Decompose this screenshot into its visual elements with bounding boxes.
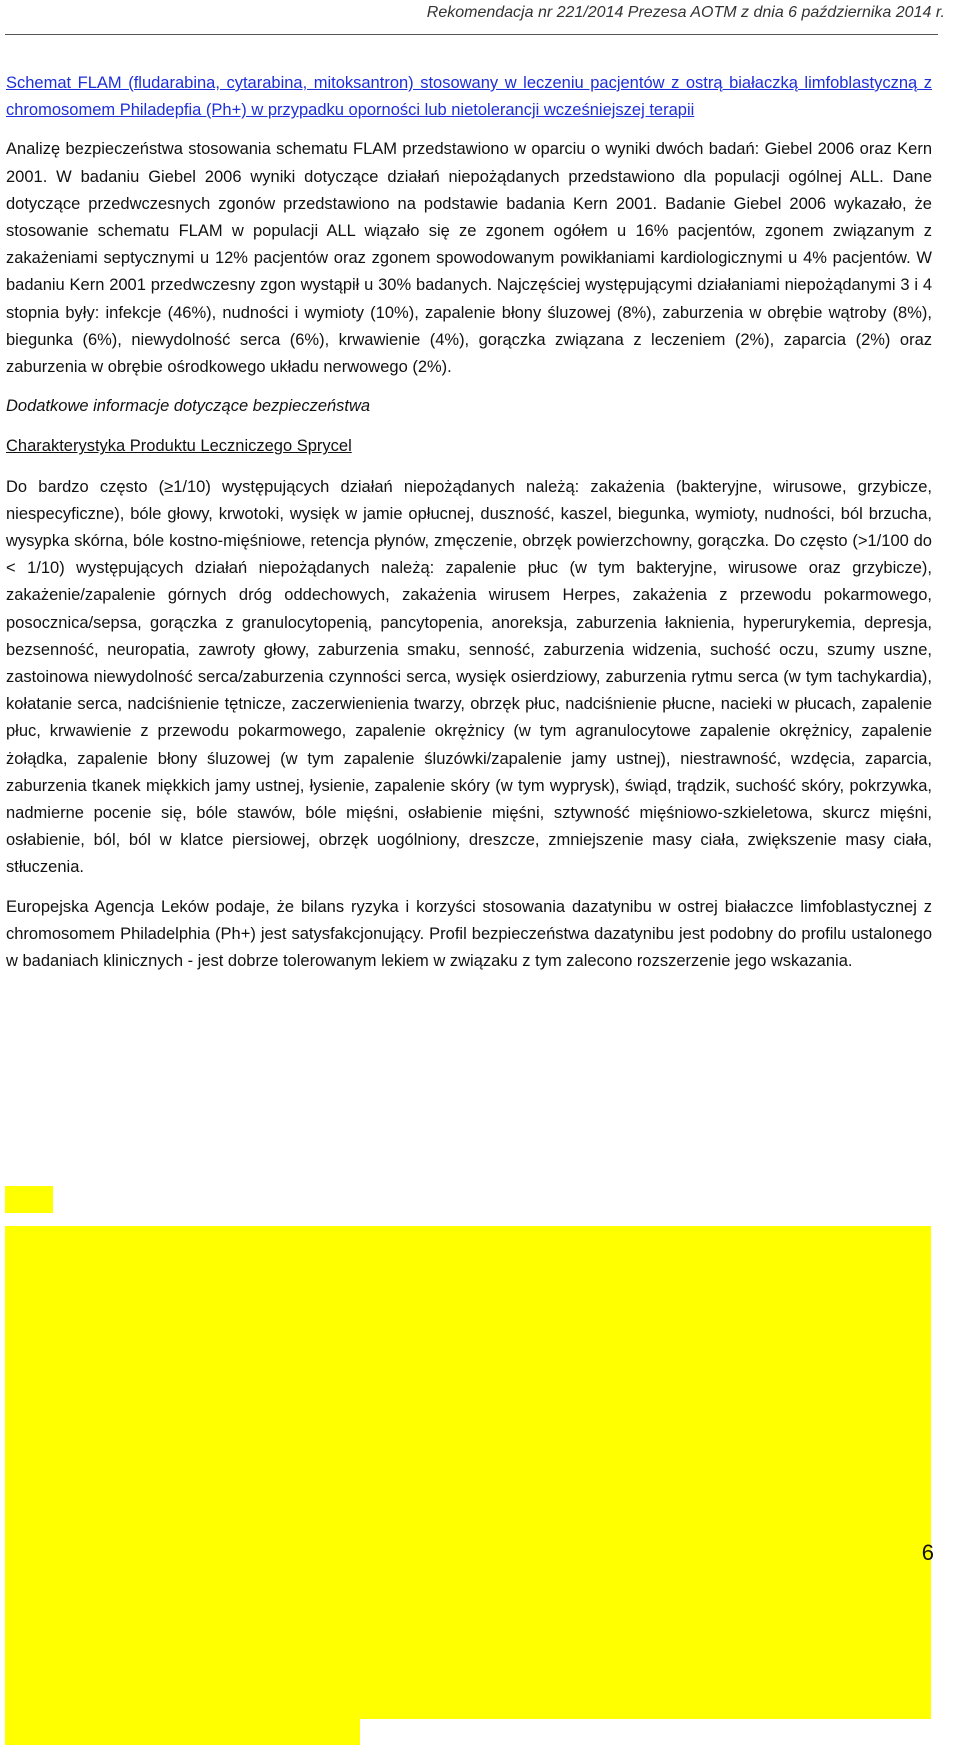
ema-paragraph: Europejska Agencja Leków podaje, że bilans ryzyka i korzyści stosowania dazatynibu w ostrej białaczce limfoblastycznej z chromosomem Philadelphia (Ph+) jest satysfakcjonujący. Profil bezpieczeństwa dazatynibu jest podobny do profilu ustalonego w badaniach klinicznych - jest dobrze tolerowanym lekiem w związaku z tym zalecono rozszerzenie jego wskazania. — [6, 897, 932, 971]
spc-heading: Charakterystyka Produktu Leczniczego Sprycel — [6, 437, 352, 456]
flam-section-heading: Schemat FLAM (fludarabina, cytarabina, mitoksantron) stosowany w leczeniu pacjentów z ostrą białaczką limfoblastyczną z chromosomem Philadepfia (Ph+) w przypadku oporności lub nietolerancji wcześniejszej terapii — [6, 74, 932, 120]
running-header: Rekomendacja nr 221/2014 Prezesa AOTM z dnia 6 października 2014 r. — [426, 4, 945, 21]
redaction-mark-small — [5, 1186, 53, 1213]
redaction-block — [5, 1226, 931, 1719]
main-content — [6, 70, 932, 987]
redaction-mark-large — [5, 1226, 931, 1719]
additional-safety-heading: Dodatkowe informacje dotyczące bezpieczeństwa — [6, 397, 371, 416]
flam-safety-paragraph: Analizę bezpieczeństwa stosowania schematu FLAM przedstawiono w oparciu o wyniki dwóch badań: Giebel 2006 oraz Kern 2001. W badaniu Giebel 2006 wyniki dotyczące działań niepożądanych przedstawiono dla populacji ogólnej ALL. Dane dotyczące przedwczesnych zgonów przedstawiono na podstawie badania Kern 2001. Badanie Giebel 2006 wykazało, że stosowanie schematu FLAM w populacji ALL wiązało się ze zgonem ogółem u 16% pacjentów, zgonem związanym z zakażeniami septycznymi u 12% pacjentów oraz zgonem spowodowanym powikłaniami kardiologicznymi u 4% pacjentów. W badaniu Kern 2001 przedwczesny zgon wystąpił u 30% badanych. Najczęściej występującymi działaniami niepożądanymi 3 i 4 stopnia były: infekcje (46%), nudności i wymioty (10%), zapalenie błony śluzowej (8%), zaburzenia w obrębie wątroby (8%), biegunka (6%), niewydolność serca (6%), krwawienie (4%), gorączka związana z leczeniem (2%), zaparcia (2%) oraz zaburzenia w obrębie ośrodkowego układu nerwowego (2%). — [6, 140, 932, 377]
page-number: 6 — [921, 1540, 934, 1565]
spc-adverse-effects-paragraph: Do bardzo często (≥1/10) występujących działań niepożądanych należą: zakażenia (bakteryjne, wirusowe, grzybicze, niespecyficzne), bóle głowy, krwotoki, wysięk w jamie opłucnej, duszność, kaszel, biegunka, wymioty, nudności, ból brzucha, wysypka skórna, bóle kostno-mięśniowe, retencja płynów, zmęczenie, obrzęk powierzchowny, gorączka. Do często (>1/100 do < 1/10) występujących działań niepożądanych należą: zapalenie płuc (w tym bakteryjne, wirusowe oraz grzybicze), zakażenie/zapalenie górnych dróg oddechowych, zakażenia wirusem Herpes, zakażenia z przewodu pokarmowego, posocznica/sepsa, gorączka z granulocytopenią, pancytopenia, anoreksja, zaburzenia łaknienia, hyperurykemia, depresja, bezsenność, neuropatia, zawroty głowy, zaburzenia smaku, senność, zaburzenia widzenia, suchość oczu, szumy uszne, zastoinowa niewydolność serca/zaburzenia czynności serca, wysięk osierdziowy, zaburzenia rytmu serca (w tym tachykardia), kołatanie serca, nadciśnienie tętnicze, zaczerwienienia twarzy, obrzęk płuc, nadciśnienie płucne, nacieki w płucach, zapalenie płuc, krwawienie z przewodu pokarmowego, zapalenie okrężnicy (w tym agranulocytowe zapalenie okrężnicy, zapalenie żołądka, zapalenie błony śluzowej (w tym zapalenie śluzówki/zapalenie jamy ustnej), niestrawność, wzdęcia, zaparcia, zaburzenia tkanek miękkich jamy ustnej, łysienie, zapalenie skóry (w tym wyprysk), świąd, trądzik, suchość skóry, pokrzywka, nadmierne pocenie się, bóle stawów, bóle mięśni, osłabienie mięśni, sztywność mięśniowo-szkieletowa, skurcz mięśni, osłabienie, ból, ból w klatce piersiowej, obrzęk uogólniony, dreszcze, zmniejszenie masy ciała, zwiększenie masy ciała, stłuczenia. — [6, 477, 932, 877]
redaction-mark-tail — [5, 1719, 360, 1745]
header-rule — [5, 34, 938, 35]
